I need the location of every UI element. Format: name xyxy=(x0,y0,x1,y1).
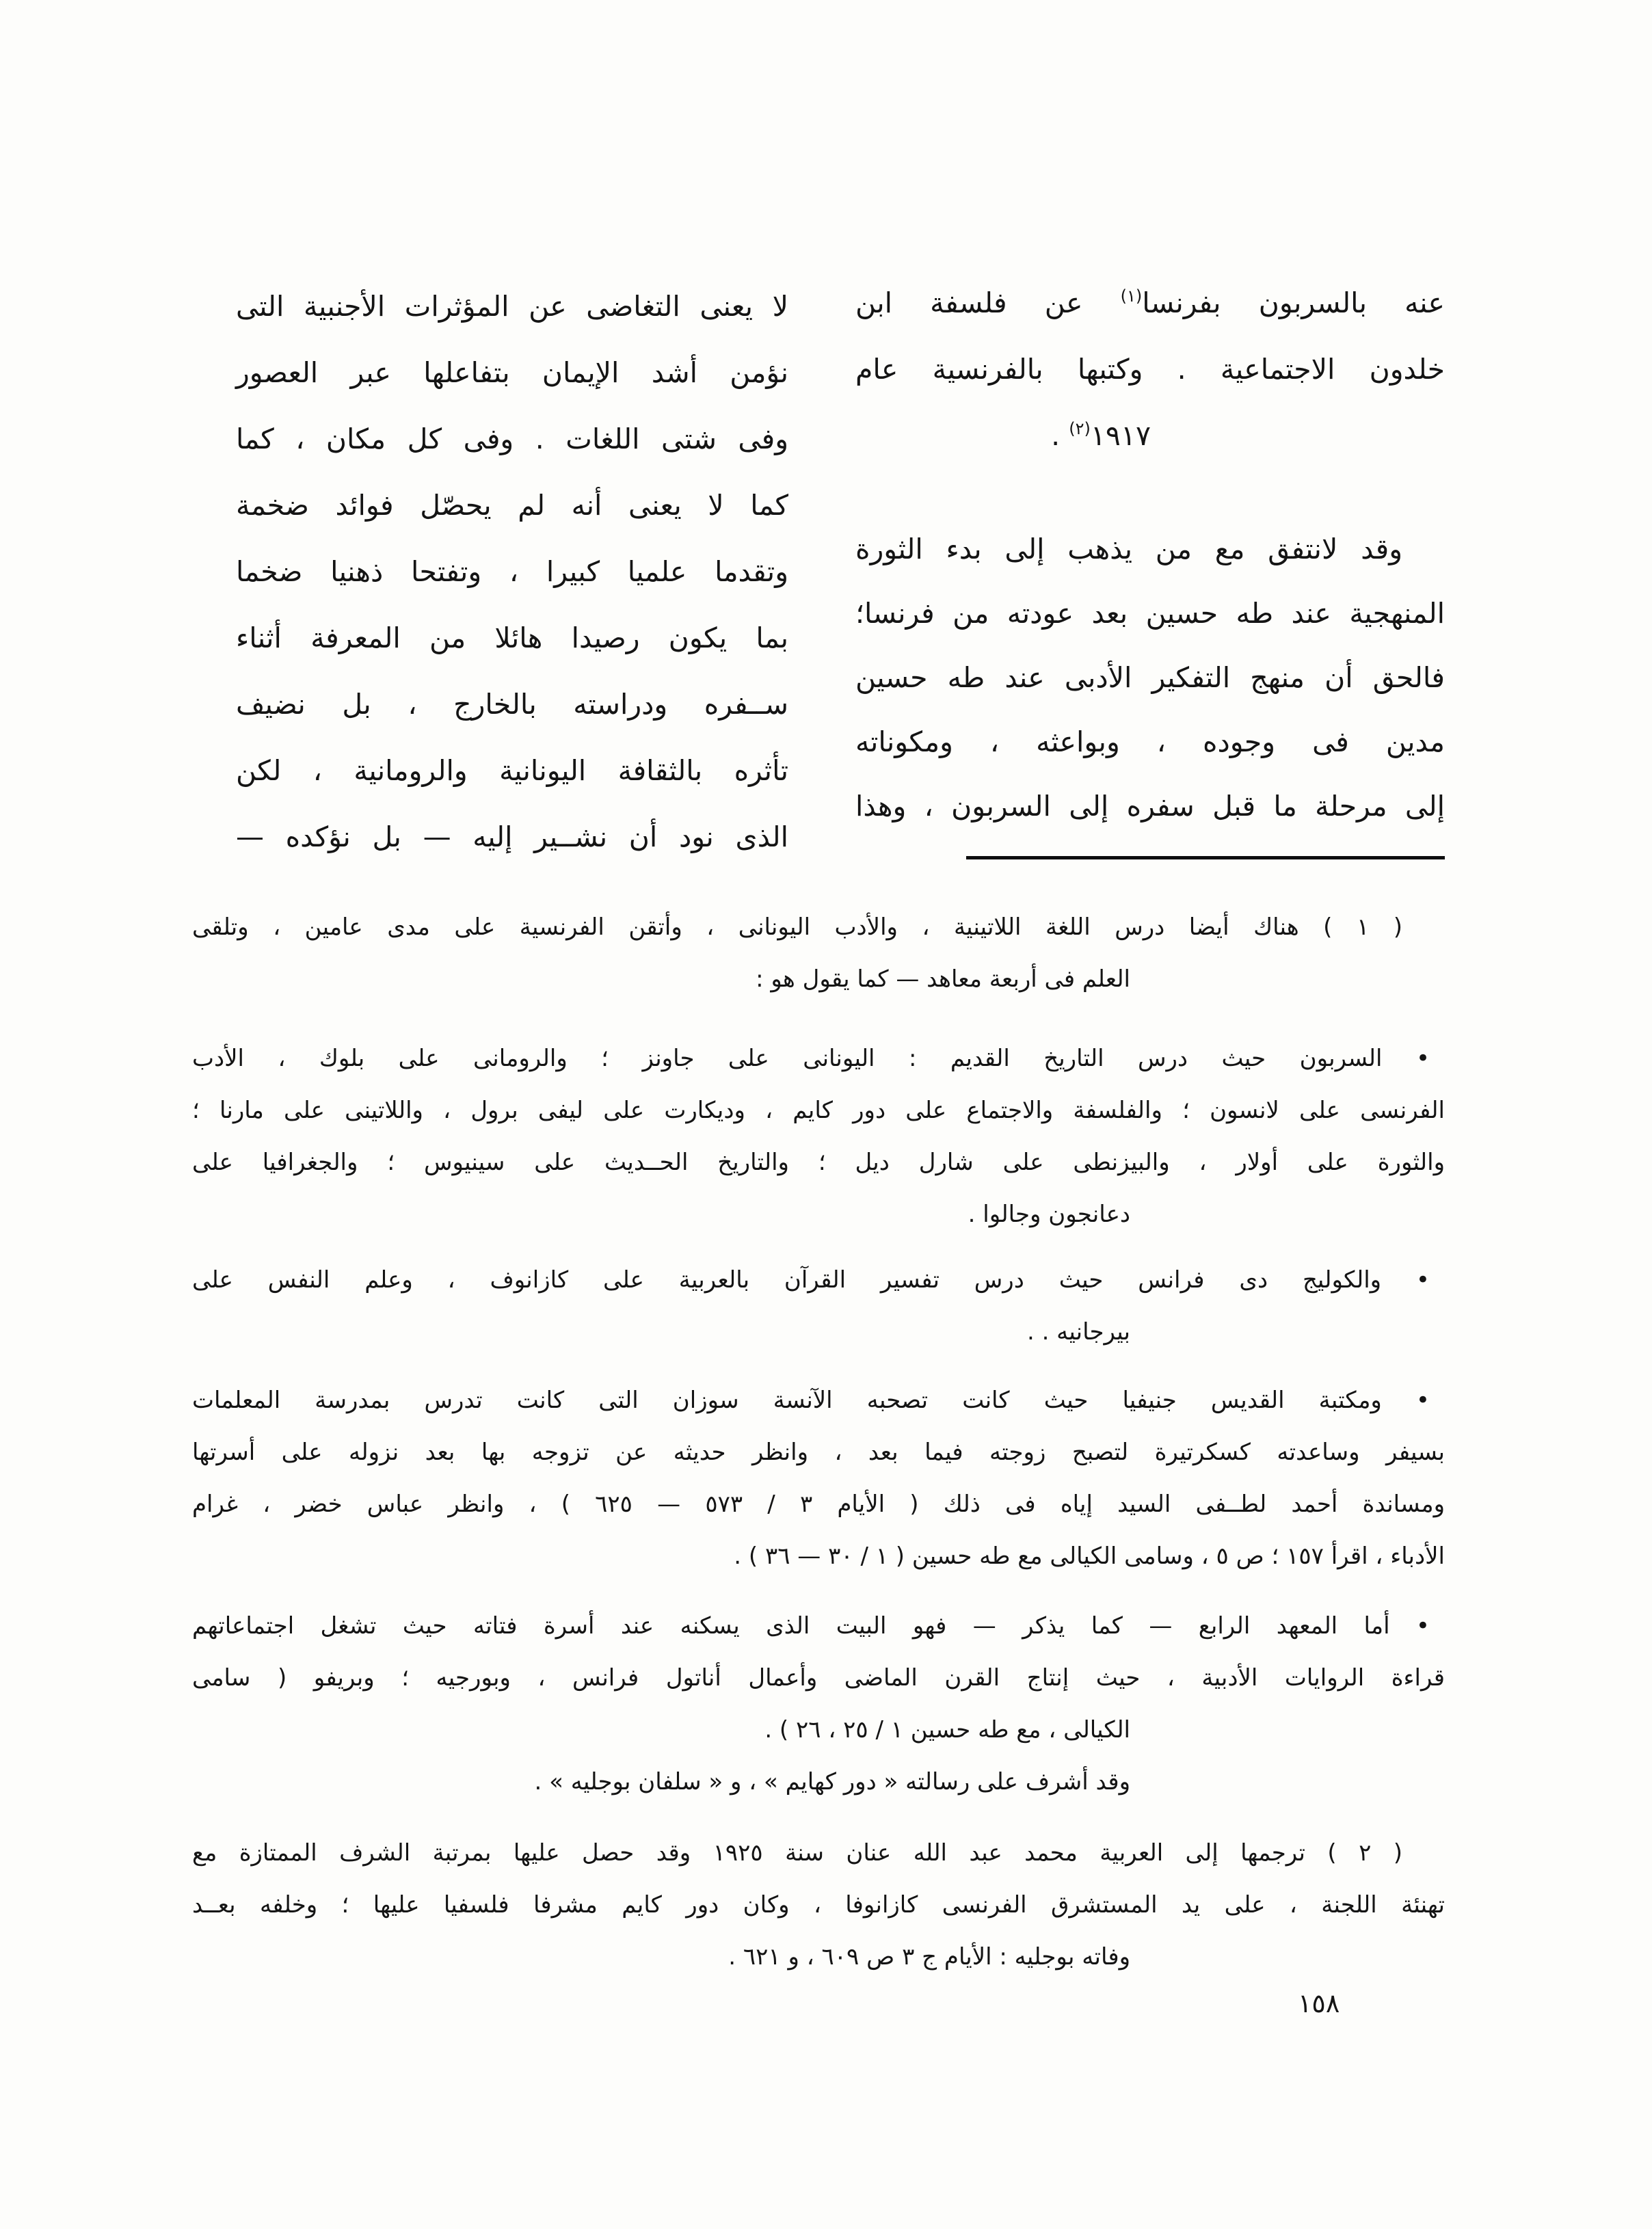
text-line: وقد أشرف على رسالته « دور كهايم » ، و « سلفان بوجليه » . xyxy=(534,1768,1130,1796)
text-line: ســفره ودراسته بالخارج ، بل نضيف xyxy=(236,688,788,721)
footnote-2 xyxy=(192,1827,1445,1983)
page-number: ١٥٨ xyxy=(1298,1988,1340,2018)
main-left-column xyxy=(236,273,788,870)
footnote-closing-line xyxy=(192,1756,1445,1808)
footnote-source-item-sainte-genevieve xyxy=(192,1374,1445,1582)
text-line: والثورة على أولار ، والبيزنطى على شارل ديل ؛ والتاريخ الحــديث على سينيوس ؛ والجغرافيا على xyxy=(192,1149,1445,1176)
text-line: وفى شتى اللغات . وفى كل مكان ، كما xyxy=(236,423,788,455)
text-line: فالحق أن منهج التفكير الأدبى عند طه حسين xyxy=(855,661,1445,694)
text-line: وقد لانتفق مع من يذهب إلى بدء الثورة xyxy=(855,533,1402,565)
text-line: الذى نود أن نشــير إليه — بل نؤكده — xyxy=(236,820,788,853)
text-line: ( ٢ ) ترجمها إلى العربية محمد عبد الله عنان سنة ١٩٢٥ وقد حصل عليها بمرتبة الشرف الممتازة مع xyxy=(192,1839,1403,1867)
text-line xyxy=(855,403,1445,469)
text-line: قراءة الروايات الأدبية ، حيث إنتاج القرن الماضى وأعمال أناتول فرانس ، وبورجيه ؛ وبريفو ( سامى xyxy=(192,1664,1445,1692)
text-run: . xyxy=(1051,419,1061,452)
footnote-1 xyxy=(192,901,1445,1005)
footnote-marker-2: (٢) xyxy=(1069,419,1091,438)
text-line: • ومكتبة القديس جنيفيا حيث كانت تصحبه الآنسة سوزان التى كانت تدرس بمدرسة المعلمات xyxy=(192,1387,1430,1414)
footnote-separator-rule xyxy=(966,856,1445,859)
text-run: عنه بالسربون بفرنسا xyxy=(1142,286,1445,319)
text-line: • والكوليج دى فرانس حيث درس تفسير القرآن بالعربية على كازانوف ، وعلم النفس على xyxy=(192,1266,1430,1294)
footnote-marker-1: (١) xyxy=(1120,286,1143,306)
text-run: عن فلسفة ابن xyxy=(855,286,1083,319)
text-line: الكيالى ، مع طه حسين ١ / ٢٥ ، ٢٦ ) . xyxy=(764,1716,1130,1744)
footnote-source-item-college-de-france xyxy=(192,1254,1445,1358)
text-line: لا يعنى التغاضى عن المؤثرات الأجنبية التى xyxy=(236,290,788,323)
text-line: بيرجانيه . . xyxy=(1026,1318,1130,1346)
text-line: المنهجية عند طه حسين بعد عودته من فرنسا؛ xyxy=(855,597,1445,630)
text-line: • أما المعهد الرابع — كما يذكر — فهو البيت الذى يسكنه عند أسرة فتاته حيث تشغل اجتماعاتهم xyxy=(192,1612,1430,1640)
text-line: العلم فى أربعة معاهد — كما يقول هو : xyxy=(756,965,1130,993)
text-line: ( ١ ) هناك أيضا درس اللغة اللاتينية ، والأدب اليونانى ، وأتقن الفرنسية على مدى عامين ، وتلقى xyxy=(192,913,1402,941)
text-line: نؤمن أشد الإيمان بتفاعلها عبر العصور xyxy=(236,356,788,389)
text-line: تأثره بالثقافة اليونانية والرومانية ، لكن xyxy=(236,754,788,787)
main-right-column xyxy=(855,270,1445,838)
text-line: الفرنسى على لانسون ؛ والفلسفة والاجتماع على دور كايم ، وديكارت على ليفى برول ، واللاتينى على مارنا ؛ xyxy=(192,1097,1445,1124)
text-line: مدين فى وجوده ، وبواعثه ، ومكوناته xyxy=(855,725,1445,758)
footnote-source-item-fourth-institute xyxy=(192,1600,1445,1756)
text-line: وفاته بوجليه : الأيام ج ٣ ص ٦٠٩ ، و ٦٢١ . xyxy=(728,1943,1130,1971)
footnote-source-item-sorbonne xyxy=(192,1032,1445,1240)
text-line: بسيفر وساعدته كسكرتيرة لتصبح زوجته فيما بعد ، وانظر حديثه عن تزوجه بها بعد نزوله على أسرتها xyxy=(192,1439,1445,1466)
text-line: دعانجون وجالوا . xyxy=(968,1201,1130,1228)
text-line: كما لا يعنى أنه لم يحصّل فوائد ضخمة xyxy=(236,489,788,522)
text-line: إلى مرحلة ما قبل سفره إلى السربون ، وهذا xyxy=(855,790,1445,823)
paragraph xyxy=(855,270,1445,469)
text-line: تهنئة اللجنة ، على يد المستشرق الفرنسى كازانوفا ، وكان دور كايم مشرفا فلسفيا عليها ؛ وخلفه بعــد xyxy=(192,1891,1445,1919)
text-run: ١٩١٧ xyxy=(1090,419,1151,452)
text-line: خلدون الاجتماعية . وكتبها بالفرنسية عام xyxy=(855,353,1445,386)
text-line: ومساندة أحمد لطــفى السيد إياه فى ذلك ( الأيام ٣ / ٥٧٣ — ٦٢٥ ) ، وانظر عباس خضر ، غرام xyxy=(192,1491,1445,1518)
text-line: • السربون حيث درس التاريخ القديم : اليونانى على جاونز ؛ والرومانى على بلوك ، الأدب xyxy=(192,1045,1430,1072)
text-line: بما يكون رصيدا هائلا من المعرفة أثناء xyxy=(236,622,788,654)
text-line: وتقدما علميا كبيرا ، وتفتحا ذهنيا ضخما xyxy=(236,555,788,588)
text-line xyxy=(855,270,1445,336)
footnotes-section xyxy=(192,901,1445,1983)
text-line: الأدباء ، اقرأ ١٥٧ ؛ ص ٥ ، وسامى الكيالى مع طه حسين ( ١ / ٣٠ — ٣٦ ) . xyxy=(734,1543,1445,1570)
paragraph xyxy=(855,517,1445,838)
